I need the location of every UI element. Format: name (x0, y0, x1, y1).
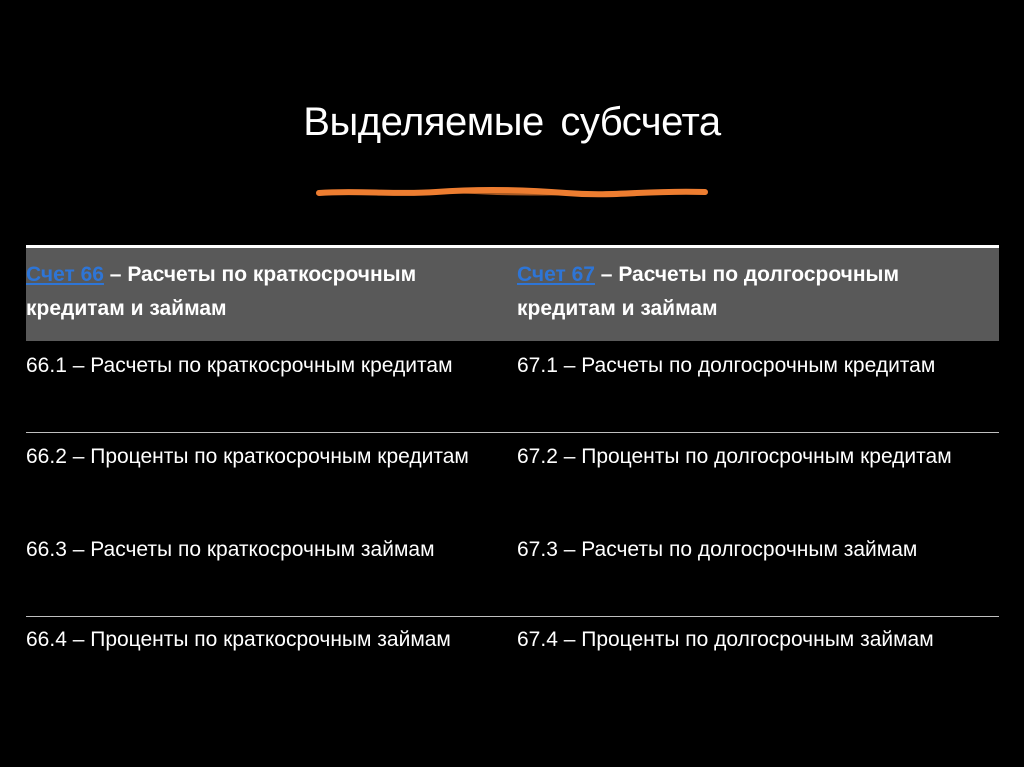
slide-title: Выделяемые субсчета (303, 100, 721, 144)
title-underline-decoration (316, 181, 708, 203)
row-divider (26, 616, 999, 617)
account-66-description: – Расчеты по краткосрочным кредитам и займам (26, 263, 417, 320)
account-67-description: – Расчеты по долгосрочным кредитам и займам (517, 263, 900, 320)
table-cell-67-4: 67.4 – Проценты по долгосрочным займам (517, 628, 934, 651)
table-cell-67-1: 67.1 – Расчеты по долгосрочным кредитам (517, 354, 936, 377)
account-66-link[interactable]: Счет 66 (26, 263, 104, 286)
table-header-row (26, 248, 999, 341)
header-cell-account-66 (26, 258, 496, 326)
table-cell-66-4: 66.4 – Проценты по краткосрочным займам (26, 628, 451, 651)
table-cell-67-2: 67.2 – Проценты по долгосрочным кредитам (517, 445, 952, 468)
row-divider (26, 432, 999, 433)
table-cell-67-3: 67.3 – Расчеты по долгосрочным займам (517, 538, 918, 561)
table-cell-66-1: 66.1 – Расчеты по краткосрочным кредитам (26, 354, 453, 377)
account-67-link[interactable]: Счет 67 (517, 263, 595, 286)
table-cell-66-3: 66.3 – Расчеты по краткосрочным займам (26, 538, 435, 561)
table-cell-66-2: 66.2 – Проценты по краткосрочным кредитам (26, 445, 469, 468)
header-cell-account-67 (517, 258, 987, 326)
